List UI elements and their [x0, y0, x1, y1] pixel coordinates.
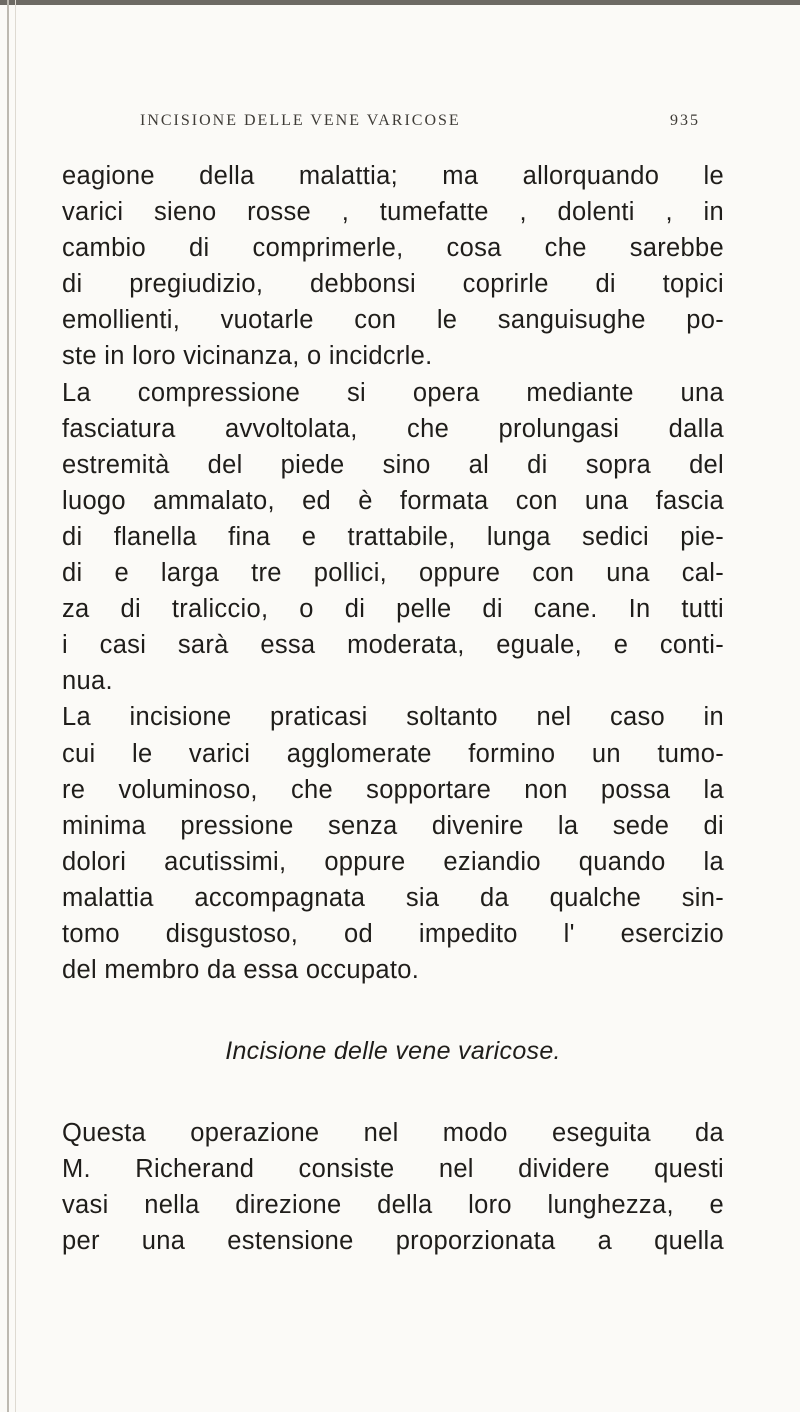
text-line: malattia accompagnata sia da qualche sin- [62, 883, 724, 912]
text-line: fasciatura avvoltolata, che prolungasi dalla [62, 414, 724, 443]
text-line: minima pressione senza divenire la sede di [62, 811, 724, 840]
text-line: luogo ammalato, ed è formata con una fascia [62, 486, 724, 515]
text-line: di flanella fina e trattabile, lunga sedici pie- [62, 522, 724, 551]
text-line: varici sieno rosse , tumefatte , dolenti , in [62, 198, 724, 227]
text-line: Questa operazione nel modo eseguita da [62, 1119, 724, 1148]
binding-edge-line-inner [15, 0, 16, 1412]
page-number: 935 [670, 112, 700, 129]
paragraph-4 [62, 1115, 724, 1259]
text-line: M. Richerand consiste nel dividere questi [62, 1155, 724, 1184]
text-line: vasi nella direzione della loro lunghezza, e [62, 1191, 724, 1220]
text-line: tomo disgustoso, od impedito l' esercizio [62, 919, 724, 948]
binding-edge-line [7, 0, 9, 1412]
text-line: La incisione praticasi soltanto nel caso in [62, 703, 724, 732]
page-body [62, 158, 724, 1260]
running-title: INCISIONE DELLE VENE VARICOSE [140, 112, 461, 129]
text-line: nua. [62, 667, 113, 696]
text-line: di pregiudizio, debbonsi coprirle di topici [62, 270, 724, 299]
text-line: per una estensione proporzionata a quella [62, 1227, 724, 1256]
text-line: del membro da essa occupato. [62, 956, 420, 985]
text-line: cambio di comprimerle, cosa che sarebbe [62, 234, 724, 263]
text-line: za di traliccio, o di pelle di cane. In tutti [62, 595, 724, 624]
text-line: estremità del piede sino al di sopra del [62, 450, 724, 479]
text-line: ste in loro vicinanza, o incidcrle. [62, 342, 433, 371]
text-line: eagione della malattia; ma allorquando le [62, 162, 724, 190]
text-line: dolori acutissimi, oppure eziandio quando la [62, 847, 724, 876]
page-top-edge [0, 0, 800, 5]
text-line: re voluminoso, che sopportare non possa la [62, 775, 724, 804]
paragraph-2 [62, 375, 724, 700]
running-header [140, 112, 700, 130]
text-line: emollienti, vuotarle con le sanguisughe po- [62, 306, 724, 335]
text-line: di e larga tre pollici, oppure con una cal- [62, 559, 724, 588]
paragraph-3 [62, 699, 724, 988]
section-title: Incisione delle vene varicose. [225, 1037, 561, 1066]
text-line: La compressione si opera mediante una [62, 378, 724, 407]
text-line: cui le varici agglomerate formino un tumo- [62, 739, 724, 768]
text-line: i casi sarà essa moderata, eguale, e conti- [62, 631, 724, 660]
paragraph-1 [62, 158, 724, 375]
